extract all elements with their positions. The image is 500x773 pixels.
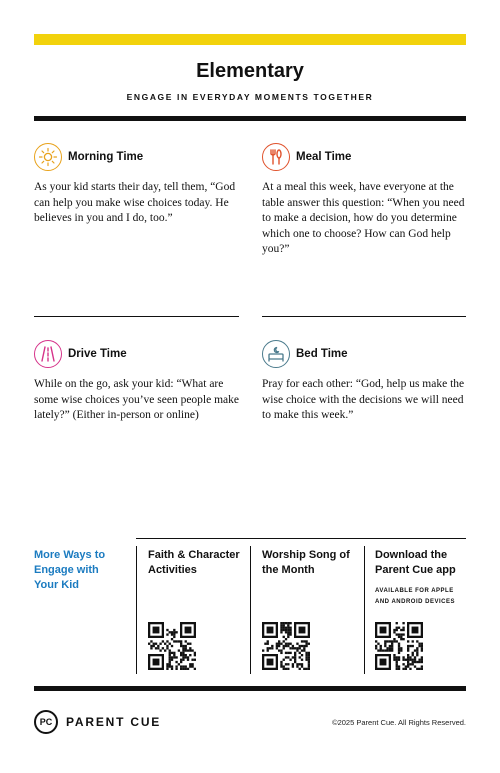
qr-code-faith-activities[interactable]	[148, 622, 196, 670]
card-body: As your kid starts their day, tell them, “God can help you make wise choices today. He believes in you and I do, too.”	[34, 181, 236, 224]
resource-note: AVAILABLE FOR APPLE AND ANDROID DEVICES	[375, 588, 455, 605]
divider	[250, 546, 251, 674]
card-title: Drive Time	[68, 348, 127, 360]
divider	[364, 546, 365, 674]
header-accent-bar	[34, 34, 466, 45]
resource-title: Faith & Character Activities	[148, 549, 240, 576]
copyright-text: ©2025 Parent Cue. All Rights Reserved.	[332, 718, 466, 727]
card-body: Pray for each other: “God, help us make the wise choice with the decisions we will need to make this week.”	[262, 378, 465, 421]
card-body: At a meal this week, have everyone at the table answer this question: “When you need to make a decision, how do you determine which one to choose? How can God help you?”	[262, 181, 465, 255]
card-body: While on the go, ask your kid: “What are some wise choices you’ve seen people make lately?” (Either in-person or online)	[34, 378, 240, 421]
card-bed-time	[262, 340, 472, 424]
qr-code-worship-song[interactable]	[262, 622, 310, 670]
divider	[136, 546, 137, 674]
sun-icon	[34, 143, 62, 171]
road-icon	[34, 340, 62, 368]
resource-faith-activities	[148, 548, 243, 578]
resources-heading: More Ways to Engage with Your Kid	[34, 549, 106, 591]
card-meal-time	[262, 143, 472, 258]
page-title: Elementary	[196, 60, 304, 82]
qr-code-app-download[interactable]	[375, 622, 423, 670]
divider	[34, 316, 239, 317]
parent-cue-logo	[34, 710, 161, 734]
page-subtitle: ENGAGE IN EVERYDAY MOMENTS TOGETHER	[126, 92, 374, 102]
resource-app-download	[375, 548, 470, 608]
divider	[262, 316, 466, 317]
card-drive-time	[34, 340, 244, 424]
resource-worship-song	[262, 548, 357, 578]
card-title: Morning Time	[68, 151, 144, 163]
logo-mark: PC	[34, 710, 58, 734]
card-morning-time	[34, 143, 244, 227]
card-title: Meal Time	[296, 151, 352, 163]
header-divider	[34, 116, 466, 121]
divider	[136, 538, 466, 539]
utensils-icon	[262, 143, 290, 171]
resource-title: Worship Song of the Month	[262, 549, 350, 576]
bed-moon-icon	[262, 340, 290, 368]
resource-title: Download the Parent Cue app	[375, 549, 456, 576]
footer-divider	[34, 686, 466, 691]
brand-name: PARENT CUE	[66, 715, 162, 729]
card-title: Bed Time	[296, 348, 348, 360]
